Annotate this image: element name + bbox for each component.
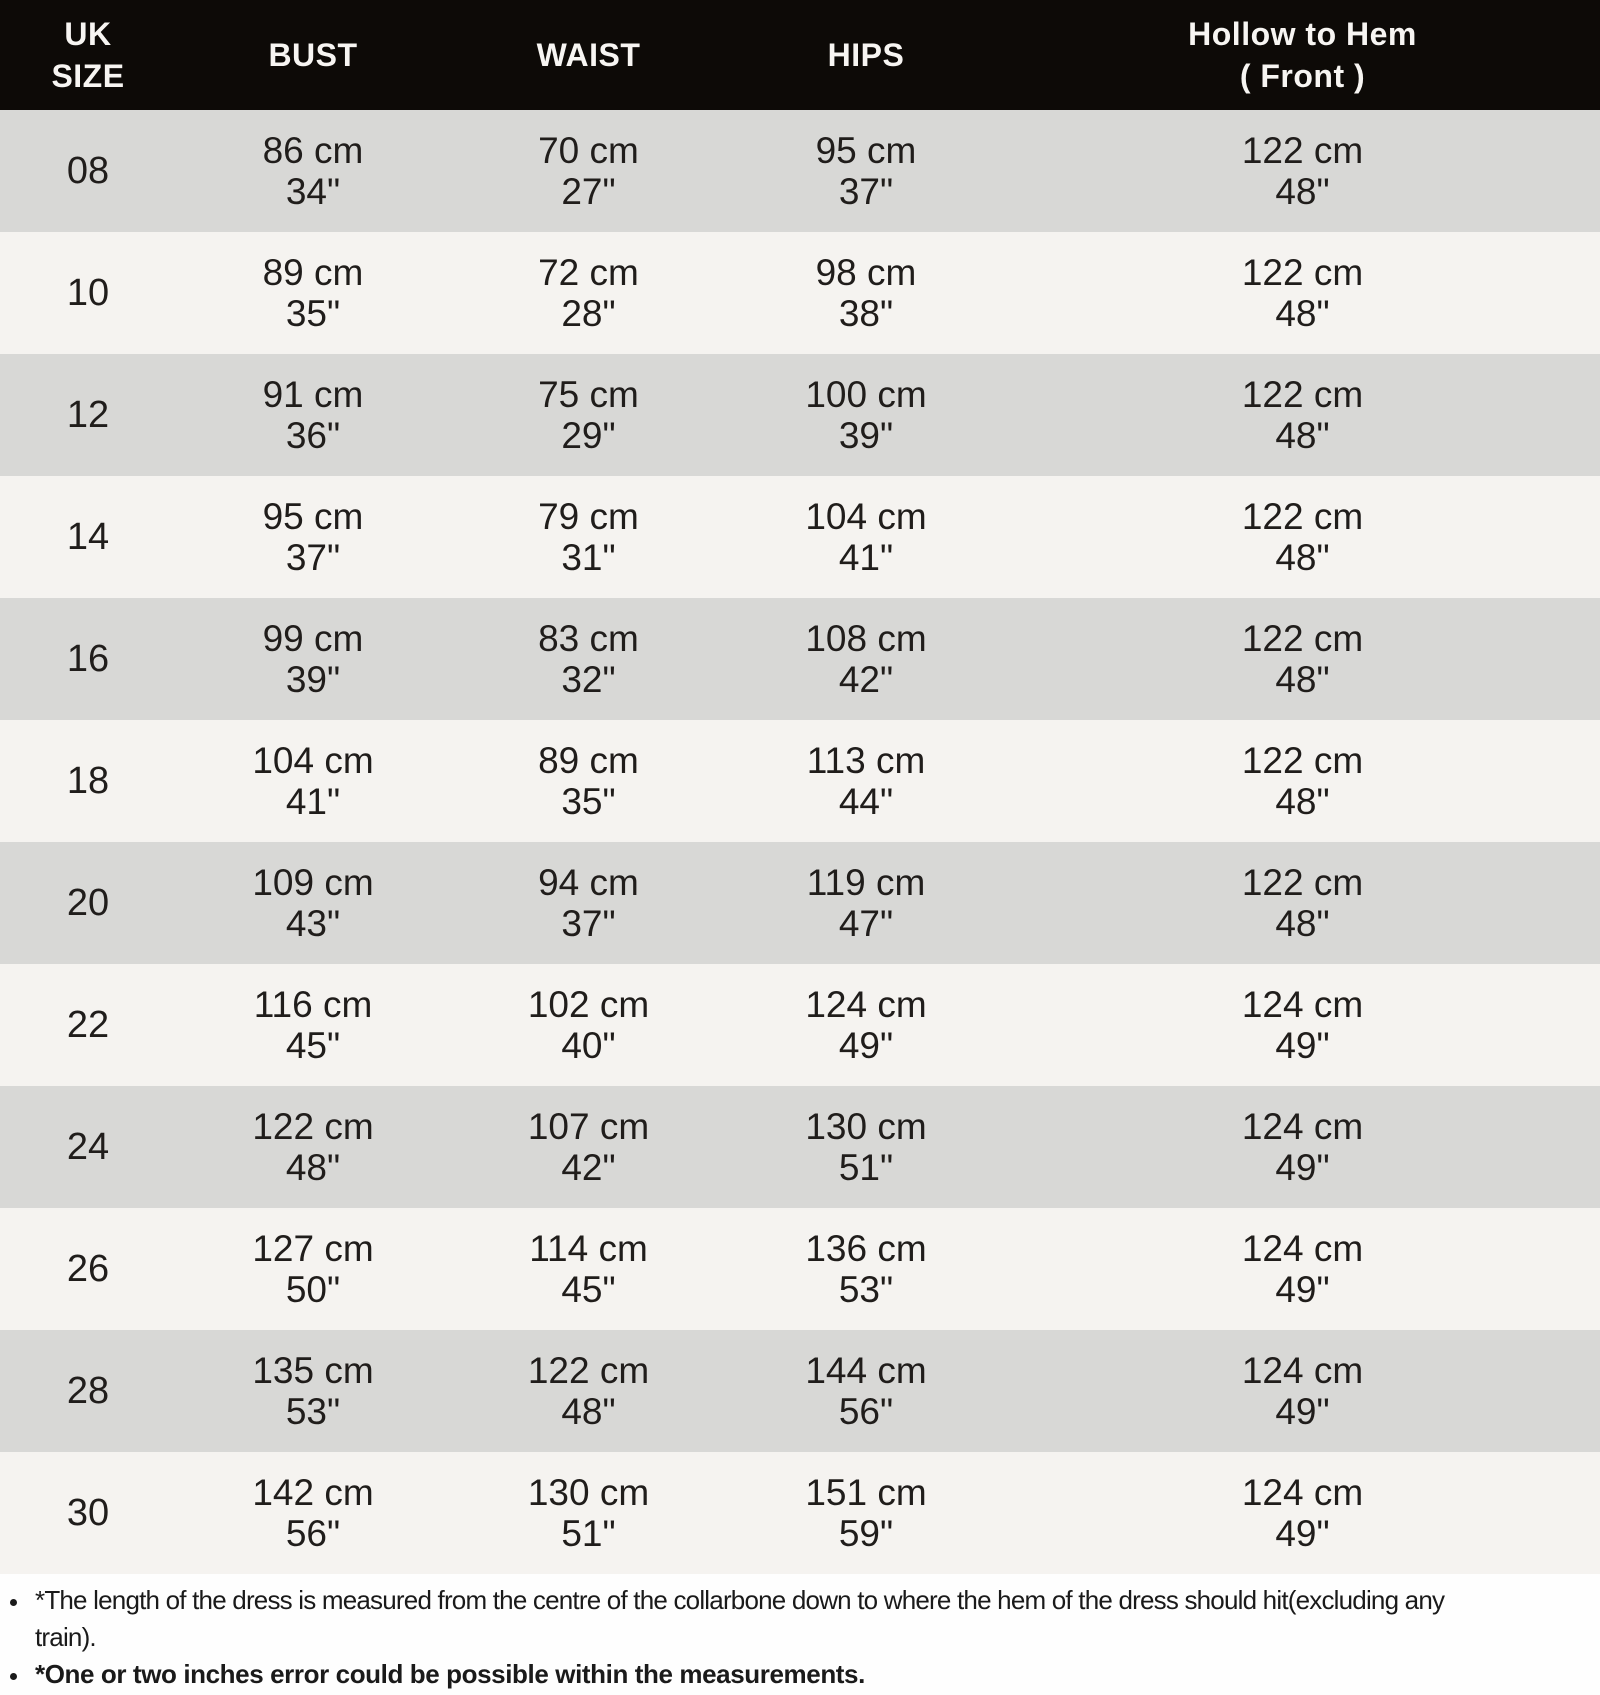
value-in: 27" [561, 171, 616, 212]
cell-hollow-to-hem [1005, 964, 1600, 1086]
cell-bust [176, 598, 450, 720]
size-value: 08 [66, 149, 110, 192]
value-in: 49" [838, 1025, 894, 1066]
table-row-size-24 [0, 1086, 1600, 1208]
cell-bust [176, 1086, 450, 1208]
cell-hollow-to-hem [1005, 598, 1600, 720]
value-cm: 151 cm [805, 1472, 927, 1513]
cell-bust [176, 964, 450, 1086]
value-cm: 72 cm [538, 252, 639, 293]
cell-hips [727, 598, 1005, 720]
value-in: 56" [838, 1391, 894, 1432]
value-in: 48" [561, 1391, 616, 1432]
note-line: *One or two inches error could be possible within the measurements. [35, 1659, 865, 1689]
cell-uk-size [0, 598, 176, 720]
cell-bust [176, 110, 450, 232]
value-in: 48" [1275, 537, 1330, 578]
size-value: 10 [66, 271, 110, 314]
value-cm: 79 cm [538, 496, 639, 537]
value-in: 49" [1275, 1391, 1330, 1432]
cell-hollow-to-hem [1005, 720, 1600, 842]
table-row-size-30 [0, 1452, 1600, 1574]
cell-hips [727, 232, 1005, 354]
value-cm: 122 cm [1241, 130, 1364, 171]
note-dress-length [4, 1582, 1590, 1656]
value-in: 48" [1275, 171, 1330, 212]
header-label: SIZE [51, 58, 125, 94]
value-in: 49" [1275, 1147, 1330, 1188]
cell-bust [176, 1452, 450, 1574]
cell-uk-size [0, 354, 176, 476]
cell-bust [176, 1208, 450, 1330]
value-cm: 95 cm [815, 130, 917, 171]
value-in: 59" [838, 1513, 894, 1554]
cell-waist [450, 1452, 727, 1574]
value-in: 48" [1275, 659, 1330, 700]
cell-hollow-to-hem [1005, 1452, 1600, 1574]
value-in: 35" [561, 781, 616, 822]
value-cm: 124 cm [1241, 1106, 1364, 1147]
value-cm: 89 cm [262, 252, 364, 293]
value-cm: 124 cm [1241, 1472, 1364, 1513]
cell-hollow-to-hem [1005, 354, 1600, 476]
header-hollow-to-hem [1005, 0, 1600, 110]
cell-waist [450, 964, 727, 1086]
value-cm: 109 cm [252, 862, 374, 903]
value-in: 39" [838, 415, 894, 456]
value-in: 51" [838, 1147, 894, 1188]
cell-uk-size [0, 110, 176, 232]
header-label: HIPS [827, 37, 905, 73]
size-value: 16 [66, 637, 110, 680]
table-header-row [0, 0, 1600, 110]
cell-hollow-to-hem [1005, 842, 1600, 964]
cell-uk-size [0, 1452, 176, 1574]
value-in: 38" [838, 293, 894, 334]
header-label: UK [64, 16, 112, 52]
cell-hips [727, 842, 1005, 964]
value-cm: 98 cm [815, 252, 917, 293]
value-in: 40" [561, 1025, 616, 1066]
value-cm: 104 cm [252, 740, 374, 781]
value-cm: 122 cm [1241, 496, 1364, 537]
value-in: 48" [1275, 781, 1330, 822]
table-row-size-22 [0, 964, 1600, 1086]
value-cm: 107 cm [527, 1106, 650, 1147]
value-in: 37" [285, 537, 341, 578]
value-cm: 91 cm [262, 374, 364, 415]
value-cm: 102 cm [527, 984, 650, 1025]
value-in: 50" [285, 1269, 341, 1310]
header-bust [176, 0, 450, 110]
value-cm: 75 cm [538, 374, 639, 415]
value-cm: 99 cm [262, 618, 364, 659]
value-cm: 124 cm [1241, 1350, 1364, 1391]
cell-waist [450, 1086, 727, 1208]
cell-hips [727, 720, 1005, 842]
value-cm: 130 cm [805, 1106, 927, 1147]
value-in: 48" [1275, 903, 1330, 944]
size-value: 14 [66, 515, 110, 558]
cell-uk-size [0, 964, 176, 1086]
cell-uk-size [0, 842, 176, 964]
cell-uk-size [0, 1208, 176, 1330]
cell-bust [176, 842, 450, 964]
value-cm: 94 cm [538, 862, 639, 903]
value-cm: 89 cm [538, 740, 639, 781]
value-in: 49" [1275, 1025, 1330, 1066]
value-cm: 127 cm [252, 1228, 374, 1269]
value-in: 49" [1275, 1269, 1330, 1310]
header-label: BUST [268, 37, 358, 73]
size-value: 12 [66, 393, 110, 436]
cell-uk-size [0, 1330, 176, 1452]
cell-hips [727, 354, 1005, 476]
table-row-size-28 [0, 1330, 1600, 1452]
cell-hips [727, 1086, 1005, 1208]
value-in: 48" [1275, 293, 1330, 334]
cell-hollow-to-hem [1005, 110, 1600, 232]
table-row-size-20 [0, 842, 1600, 964]
value-cm: 95 cm [262, 496, 364, 537]
value-cm: 124 cm [805, 984, 927, 1025]
value-cm: 83 cm [538, 618, 639, 659]
bullet-dot-icon [10, 1599, 17, 1606]
header-label: ( Front ) [1239, 58, 1366, 94]
value-in: 47" [838, 903, 894, 944]
size-value: 28 [66, 1369, 110, 1412]
value-in: 56" [285, 1513, 341, 1554]
value-cm: 104 cm [805, 496, 927, 537]
value-in: 32" [561, 659, 616, 700]
value-cm: 114 cm [529, 1228, 648, 1269]
value-in: 37" [561, 903, 616, 944]
note-text [35, 1582, 1590, 1656]
value-in: 31" [561, 537, 616, 578]
value-cm: 119 cm [806, 862, 926, 903]
table-row-size-16 [0, 598, 1600, 720]
value-cm: 86 cm [262, 130, 364, 171]
value-cm: 122 cm [1241, 618, 1364, 659]
value-in: 29" [561, 415, 616, 456]
value-in: 39" [285, 659, 341, 700]
value-in: 28" [561, 293, 616, 334]
value-cm: 108 cm [805, 618, 927, 659]
note-measurement-tolerance [4, 1656, 1590, 1693]
cell-hips [727, 1452, 1005, 1574]
value-in: 53" [838, 1269, 894, 1310]
header-label: WAIST [536, 37, 641, 73]
value-in: 51" [561, 1513, 616, 1554]
table-row-size-08 [0, 110, 1600, 232]
cell-waist [450, 354, 727, 476]
value-cm: 124 cm [1241, 984, 1364, 1025]
size-value: 26 [66, 1247, 110, 1290]
bullet-dot-icon [10, 1673, 17, 1680]
cell-waist [450, 842, 727, 964]
cell-bust [176, 720, 450, 842]
value-cm: 122 cm [1241, 862, 1364, 903]
cell-waist [450, 110, 727, 232]
value-cm: 136 cm [805, 1228, 927, 1269]
value-cm: 130 cm [527, 1472, 650, 1513]
size-value: 24 [66, 1125, 110, 1168]
value-in: 41" [838, 537, 894, 578]
header-uk-size [0, 0, 176, 110]
size-value: 22 [66, 1003, 110, 1046]
note-line: train). [35, 1622, 96, 1652]
cell-hips [727, 110, 1005, 232]
cell-hollow-to-hem [1005, 232, 1600, 354]
value-cm: 122 cm [1241, 252, 1364, 293]
value-in: 42" [561, 1147, 616, 1188]
cell-waist [450, 232, 727, 354]
cell-uk-size [0, 476, 176, 598]
table-row-size-12 [0, 354, 1600, 476]
value-in: 48" [285, 1147, 341, 1188]
value-cm: 70 cm [538, 130, 639, 171]
header-label: Hollow to Hem [1188, 16, 1417, 52]
cell-hips [727, 964, 1005, 1086]
value-in: 49" [1275, 1513, 1330, 1554]
value-cm: 116 cm [253, 984, 373, 1025]
value-cm: 122 cm [252, 1106, 374, 1147]
cell-waist [450, 476, 727, 598]
cell-bust [176, 232, 450, 354]
value-in: 34" [285, 171, 341, 212]
cell-hollow-to-hem [1005, 1330, 1600, 1452]
cell-hips [727, 476, 1005, 598]
cell-waist [450, 1208, 727, 1330]
value-in: 45" [285, 1025, 341, 1066]
value-cm: 113 cm [806, 740, 926, 781]
note-text [35, 1656, 1590, 1693]
value-cm: 122 cm [527, 1350, 650, 1391]
value-in: 41" [285, 781, 341, 822]
cell-uk-size [0, 232, 176, 354]
value-in: 36" [285, 415, 341, 456]
value-in: 42" [838, 659, 894, 700]
cell-hollow-to-hem [1005, 1208, 1600, 1330]
cell-hollow-to-hem [1005, 476, 1600, 598]
note-line: *The length of the dress is measured from the centre of the collarbone down to where the hem of the dress should hit(excluding any [35, 1585, 1445, 1615]
value-in: 37" [838, 171, 894, 212]
size-value: 30 [66, 1491, 110, 1534]
value-in: 35" [285, 293, 341, 334]
cell-bust [176, 1330, 450, 1452]
value-in: 43" [285, 903, 341, 944]
value-cm: 135 cm [252, 1350, 374, 1391]
cell-hollow-to-hem [1005, 1086, 1600, 1208]
cell-waist [450, 1330, 727, 1452]
value-in: 45" [561, 1269, 616, 1310]
header-waist [450, 0, 727, 110]
value-in: 48" [1275, 415, 1330, 456]
value-in: 44" [838, 781, 894, 822]
cell-bust [176, 354, 450, 476]
cell-uk-size [0, 720, 176, 842]
header-hips [727, 0, 1005, 110]
table-row-size-26 [0, 1208, 1600, 1330]
value-cm: 144 cm [805, 1350, 927, 1391]
value-cm: 122 cm [1241, 374, 1364, 415]
value-cm: 124 cm [1241, 1228, 1364, 1269]
value-cm: 122 cm [1241, 740, 1364, 781]
table-row-size-10 [0, 232, 1600, 354]
cell-waist [450, 598, 727, 720]
table-row-size-14 [0, 476, 1600, 598]
table-row-size-18 [0, 720, 1600, 842]
size-value: 18 [66, 759, 110, 802]
size-value: 20 [66, 881, 110, 924]
cell-bust [176, 476, 450, 598]
value-cm: 142 cm [252, 1472, 374, 1513]
footnotes [0, 1574, 1600, 1695]
cell-waist [450, 720, 727, 842]
value-cm: 100 cm [805, 374, 927, 415]
cell-hips [727, 1208, 1005, 1330]
cell-uk-size [0, 1086, 176, 1208]
value-in: 53" [285, 1391, 341, 1432]
cell-hips [727, 1330, 1005, 1452]
